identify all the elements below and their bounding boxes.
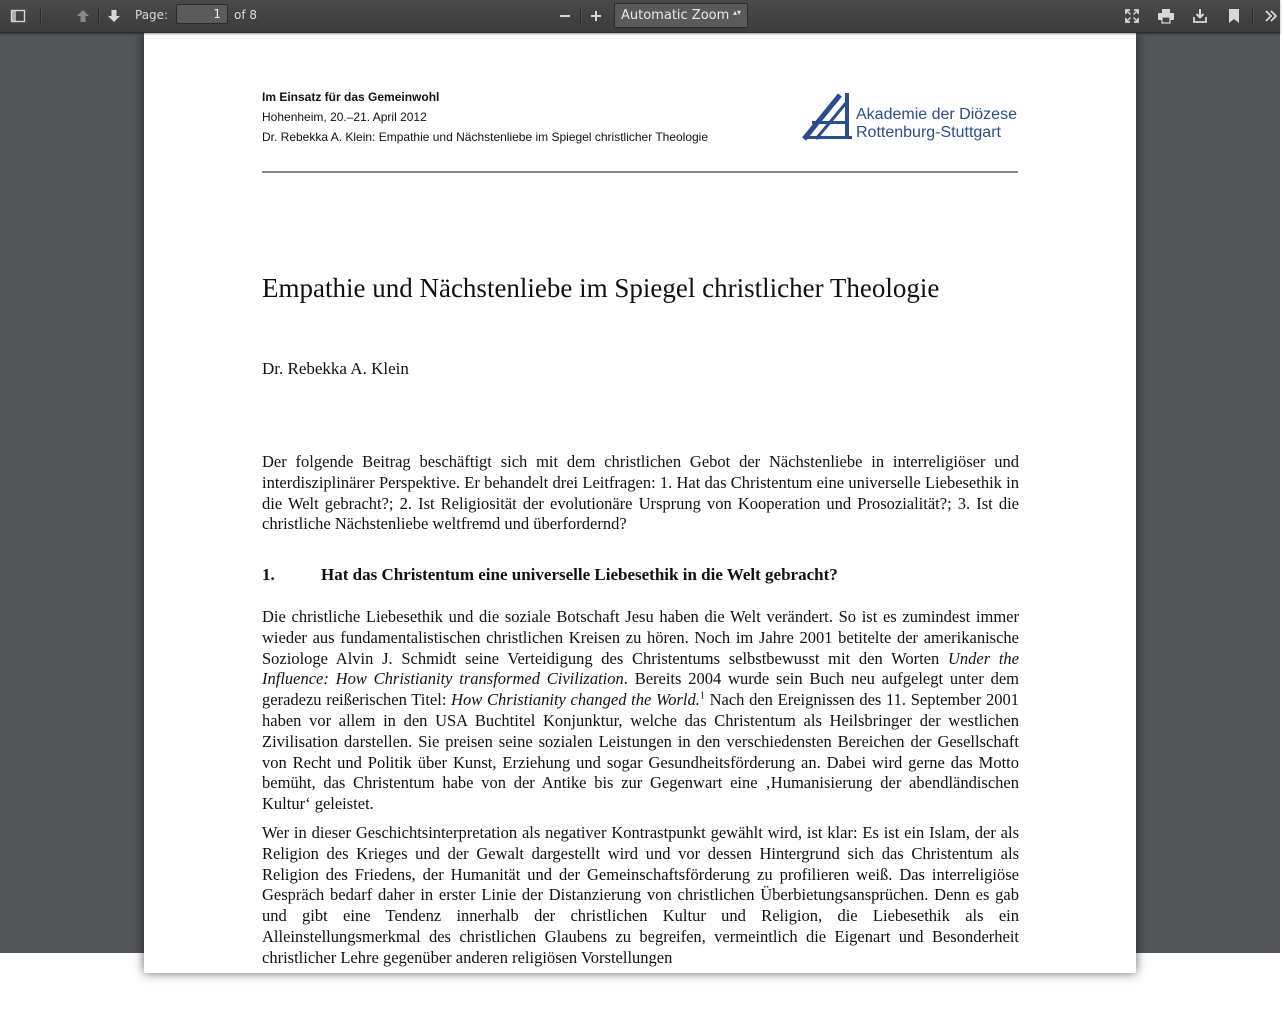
zoom-value: Automatic Zoom <box>621 8 730 23</box>
bookmark-button[interactable] <box>1221 3 1247 29</box>
bookmark-icon <box>1227 8 1241 24</box>
section-heading <box>262 565 838 585</box>
section-title: Hat das Christentum eine universelle Liebesethik in die Welt gebracht? <box>321 565 838 584</box>
fullscreen-icon <box>1124 8 1140 24</box>
header-event-title: Im Einsatz für das Gemeinwohl <box>262 90 440 104</box>
arrow-up-icon <box>75 8 91 24</box>
paragraph-text: . Bereits 2004 wurde sein Buch neu aufgelegt unter dem geradezu reißerischen Titel: <box>262 669 1019 710</box>
zoom-in-button[interactable] <box>583 3 609 29</box>
page-count: of 8 <box>234 8 258 22</box>
academy-logo-icon <box>800 91 854 141</box>
paragraph-text: Nach den Ereignissen des 11. September 2001 haben vor allem in den USA Buchtitel Konjunktur, welche das Christentum als Heilsbringer der westlichen Zivilisation darstellen. Sie preisen seine sozialen Leistungen in den verschiedensten Bereichen der Gesellschaft von Recht und Politik über Kunst, Erziehung und sogar Gesundheitsförderung an. Dabei wird gerne das Motto bemüht, das Christentum habe von der Antike bis zur Gegenwart eine ‚Humanisierung der abendländischen Kultur‘ geleistet. <box>262 690 1019 814</box>
double-chevron-right-icon <box>1264 9 1278 23</box>
print-button[interactable] <box>1153 3 1179 29</box>
book-title-italic: Under the Influence: How Christianity transformed Civilization <box>262 648 1019 689</box>
pdf-page <box>144 33 1136 973</box>
abstract-paragraph: Der folgende Beitrag beschäftigt sich mit dem christlichen Gebot der Nächstenliebe in interreligiöser und interdisziplinärer Perspektive. Er behandelt drei Leitfragen: 1. Hat das Christentum eine universelle Liebesethik in die Welt gebracht?; 2. Ist Religiosität der evolutionäre Ursprung von Kooperation und Prosozialität?; 3. Ist die christliche Nächstenliebe weltfremd und überfordernd? <box>262 452 1019 534</box>
academy-logo <box>800 89 1022 143</box>
paragraph-text: Die christliche Liebesethik und die soziale Botschaft Jesu haben die Welt verändert. So ist es zumindest immer wieder aus fundamentalistischen christlichen Kreisen zu hören. Noch im Jahre 2001 betitelte der amerikanische Soziologe Alvin J. Schmidt seine Verteidigung des Christentums selbstbewusst mit den Worten <box>262 607 1019 668</box>
book-title-italic: How Christianity changed the World. <box>451 690 700 710</box>
header-author-title: Dr. Rebekka A. Klein: Empathie und Nächstenliebe im Spiegel christlicher Theologie <box>262 130 709 144</box>
body-paragraph-2: Wer in dieser Geschichtsinterpretation als negativer Kontrastpunkt gewählt wird, ist klar: Es ist ein Islam, der als Religion des Krieges und der Gewalt dargestellt wird und vor dessen Hintergrund sich das Christentum als Religion des Friedens, der Humanität und der Gemeinschaftsförderung zu profilieren weiß. Das interreligiöse Gespräch bedarf daher in erster Linie der Distanzierung von christlichen Überbietungsansprüchen. Denn es gab und gibt eine Tendenz innerhalb der christlichen Kultur und Religion, die Liebesethik als ein Alleinstellungsmerkmal des christlichen Glaubens zu begreifen, vermeintlich die Eigenart und Besonderheit christlicher Lehre gegenüber anderen religiösen Vorstellungen <box>262 823 1019 967</box>
page-number-input[interactable] <box>176 4 228 24</box>
print-icon <box>1157 8 1175 24</box>
tools-button[interactable] <box>1258 3 1284 29</box>
body-paragraph-1 <box>262 607 1019 815</box>
toolbar <box>0 0 1280 33</box>
header-date-location: Hohenheim, 20.–21. April 2012 <box>262 110 427 124</box>
next-page-button[interactable] <box>101 3 127 29</box>
page-label: Page: <box>135 8 169 22</box>
download-icon <box>1192 8 1208 24</box>
header-divider <box>262 171 1018 173</box>
arrow-down-icon <box>106 8 122 24</box>
logo-text-line1: Akademie der Diözese <box>856 106 1017 123</box>
section-number: 1. <box>262 565 275 584</box>
zoom-select[interactable] <box>614 3 748 28</box>
document-title: Empathie und Nächstenliebe im Spiegel christlicher Theologie <box>262 273 940 303</box>
zoom-out-button[interactable] <box>552 3 578 29</box>
sidebar-toggle-icon[interactable] <box>5 3 31 29</box>
previous-page-button[interactable] <box>70 3 96 29</box>
dropdown-caret-icon: ▴▾ <box>732 8 741 17</box>
plus-icon <box>589 9 603 23</box>
document-author: Dr. Rebekka A. Klein <box>262 359 409 378</box>
presentation-mode-button[interactable] <box>1119 3 1145 29</box>
footnote-marker[interactable]: 1 <box>699 690 705 702</box>
download-button[interactable] <box>1187 3 1213 29</box>
logo-text-line2: Rottenburg-Stuttgart <box>856 124 1001 141</box>
minus-icon <box>558 9 572 23</box>
